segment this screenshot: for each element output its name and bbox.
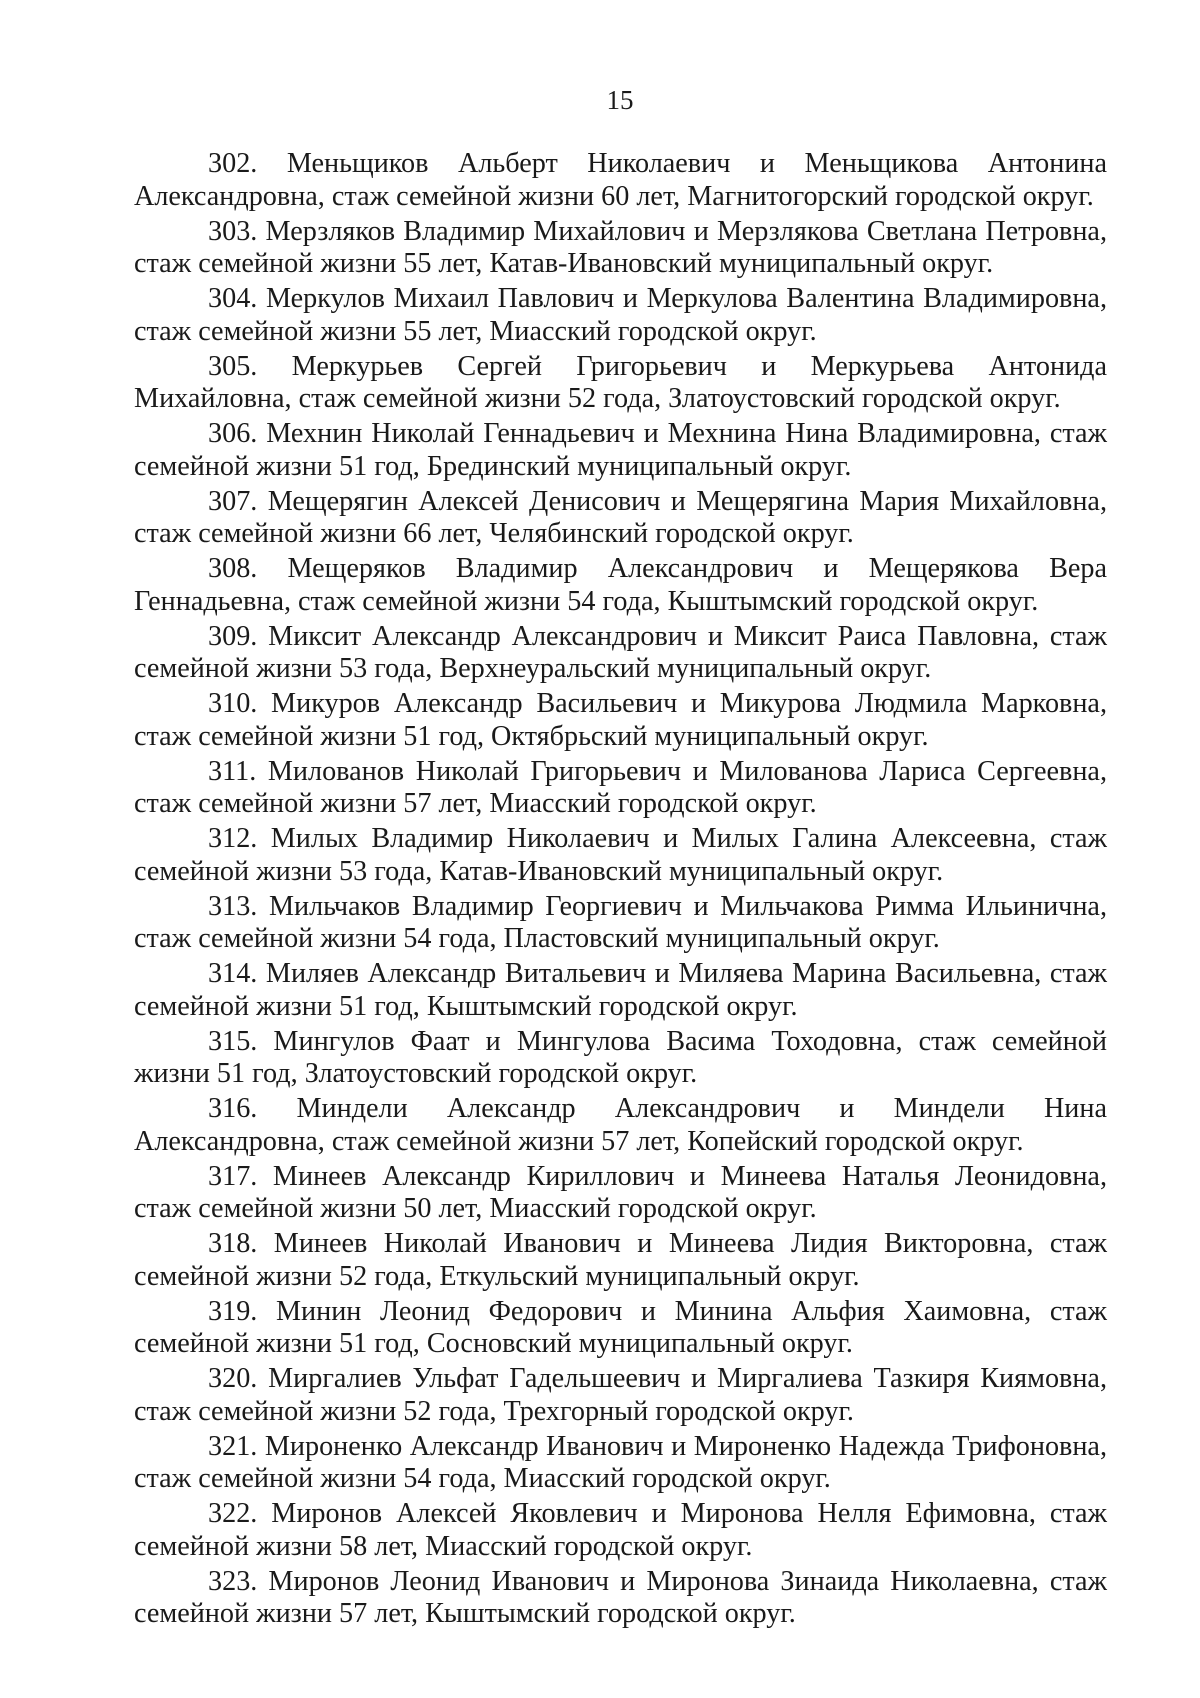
list-item-310: 310. Микуров Александр Васильевич и Микурова Людмила Марковна, стаж семейной жизни 51 год, Октябрьский муниципальный округ.	[134, 688, 1107, 752]
list-item-322: 322. Миронов Алексей Яковлевич и Миронова Нелля Ефимовна, стаж семейной жизни 58 лет, Миасский городской округ.	[134, 1498, 1107, 1562]
list-item-303: 303. Мерзляков Владимир Михайлович и Мерзлякова Светлана Петровна, стаж семейной жизни 55 лет, Катав-Ивановский муниципальный округ.	[134, 215, 1107, 279]
page-number: 15	[606, 85, 634, 115]
list-item-319: 319. Минин Леонид Федорович и Минина Альфия Хаимовна, стаж семейной жизни 51 год, Сосновский муниципальный округ.	[134, 1295, 1107, 1359]
list-item-314: 314. Миляев Александр Витальевич и Миляева Марина Васильевна, стаж семейной жизни 51 год, Кыштымский городской округ.	[134, 958, 1107, 1022]
list-item-323: 323. Миронов Леонид Иванович и Миронова Зинаида Николаевна, стаж семейной жизни 57 лет, Кыштымский городской округ.	[134, 1565, 1107, 1629]
list-item-305: 305. Меркурьев Сергей Григорьевич и Меркурьева Антонида Михайловна, стаж семейной жизни 52 года, Златоустовский городской округ.	[134, 350, 1107, 414]
list-item-315: 315. Мингулов Фаат и Мингулова Васима Тоходовна, стаж семейной жизни 51 год, Златоустовский городской округ.	[134, 1025, 1107, 1089]
list-item-304: 304. Меркулов Михаил Павлович и Меркулова Валентина Владимировна, стаж семейной жизни 55 лет, Миасский городской округ.	[134, 283, 1107, 347]
list-item-320: 320. Миргалиев Ульфат Гадельшеевич и Миргалиева Тазкиря Киямовна, стаж семейной жизни 52 года, Трехгорный городской округ.	[134, 1363, 1107, 1427]
list-item-321: 321. Мироненко Александр Иванович и Мироненко Надежда Трифоновна, стаж семейной жизни 54 года, Миасский городской округ.	[134, 1430, 1107, 1494]
list-item-311: 311. Милованов Николай Григорьевич и Милованова Лариса Сергеевна, стаж семейной жизни 57 лет, Миасский городской округ.	[134, 755, 1107, 819]
list-item-308: 308. Мещеряков Владимир Александрович и Мещерякова Вера Геннадьевна, стаж семейной жизни 54 года, Кыштымский городской округ.	[134, 553, 1107, 617]
entry-list	[134, 148, 1107, 1633]
list-item-302: 302. Меньщиков Альберт Николаевич и Меньщикова Антонина Александровна, стаж семейной жизни 60 лет, Магнитогорский городской округ.	[134, 148, 1107, 212]
list-item-309: 309. Миксит Александр Александрович и Миксит Раиса Павловна, стаж семейной жизни 53 года, Верхнеуральский муниципальный округ.	[134, 620, 1107, 684]
list-item-318: 318. Минеев Николай Иванович и Минеева Лидия Викторовна, стаж семейной жизни 52 года, Еткульский муниципальный округ.	[134, 1228, 1107, 1292]
list-item-313: 313. Мильчаков Владимир Георгиевич и Мильчакова Римма Ильинична, стаж семейной жизни 54 года, Пластовский муниципальный округ.	[134, 890, 1107, 954]
list-item-307: 307. Мещерягин Алексей Денисович и Мещерягина Мария Михайловна, стаж семейной жизни 66 лет, Челябинский городской округ.	[134, 485, 1107, 549]
list-item-306: 306. Мехнин Николай Геннадьевич и Мехнина Нина Владимировна, стаж семейной жизни 51 год, Брединский муниципальный округ.	[134, 418, 1107, 482]
list-item-317: 317. Минеев Александр Кириллович и Минеева Наталья Леонидовна, стаж семейной жизни 50 лет, Миасский городской округ.	[134, 1160, 1107, 1224]
list-item-312: 312. Милых Владимир Николаевич и Милых Галина Алексеевна, стаж семейной жизни 53 года, Катав-Ивановский муниципальный округ.	[134, 823, 1107, 887]
list-item-316: 316. Миндели Александр Александрович и Миндели Нина Александровна, стаж семейной жизни 57 лет, Копейский городской округ.	[134, 1093, 1107, 1157]
